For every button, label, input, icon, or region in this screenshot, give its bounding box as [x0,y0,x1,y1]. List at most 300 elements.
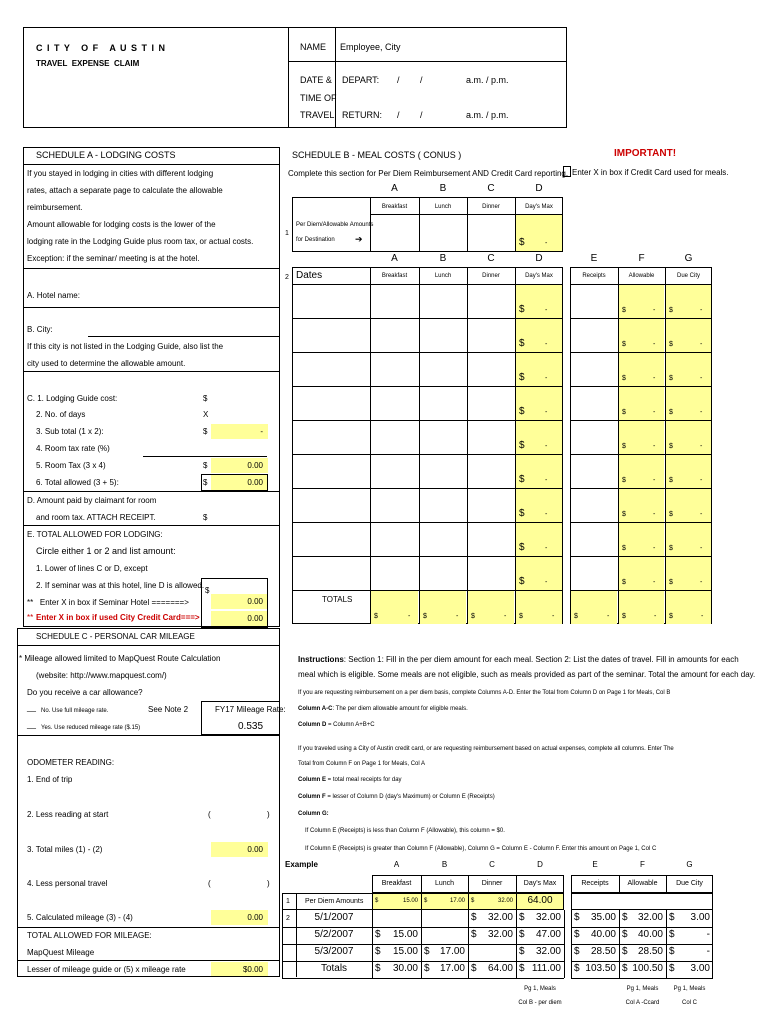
meals-calc-dollar: $ [669,579,673,586]
schedule-a-intro-1: If you stayed in lodging in cities with different lodging [27,169,214,178]
no-days-sym: X [203,410,209,419]
example-value-e: 35.00 [590,912,616,923]
instructions-col-f [298,793,495,801]
days-max-dollar: $ [519,440,525,451]
example-title: Example [285,860,318,869]
travel-label: TRAVEL [300,110,335,120]
example-row-rule-right [571,961,713,962]
totals-dollar: $ [669,613,673,620]
b2-col-g: G [684,253,693,264]
example-dollar: $ [519,929,525,940]
schedule-a-intro-6: Exception: if the seminar/ meeting is at the hotel. [27,254,200,263]
example-row-rule-right [571,927,713,928]
meals-calc-dash: - [653,579,656,586]
days-max-dash: - [545,375,548,382]
subtotal-sym: $ [203,427,208,436]
example-col-letter-5: F [640,860,645,869]
instructions-col-e [298,776,402,784]
example-col-letter-3: D [537,860,543,869]
col-f-text: = lesser of Column D (day's Maximum) or Column E (Receipts) [325,794,495,800]
example-row1-value: 17.00 [449,898,465,904]
days-max-dollar: $ [519,372,525,383]
b1-col-c: C [487,183,495,194]
time-of-label: TIME OF [300,93,337,103]
example-dollar: $ [471,912,477,923]
schedule-c-rule [17,645,280,646]
meals-calc-dash: - [653,341,656,348]
room-tax-rate-label: 4. Room tax rate (%) [36,444,110,453]
schedule-b-instruction: Complete this section for Per Diem Reimbursement AND Credit Card reporting. [288,169,569,178]
example-dollar: $ [669,946,675,957]
mileage-note-1: * Mileage allowed limited to MapQuest Route Calculation [19,654,221,663]
instructions-per-diem: If you are requesting reimbursement on a per diem basis, complete Columns A-D. Enter the Total from Column D on Page 1 for Meals, Col B [298,690,671,696]
example-value-g: 3.00 [690,963,710,974]
schedule-c-title: SCHEDULE C - PERSONAL CAR MILEAGE [36,632,195,641]
totals-dash: - [607,613,610,620]
instructions-credit-1: If you traveled using a City of Austin credit card, or are requesting reimbursement based on actual expenses, complete all columns. Enter The [298,746,674,752]
meals-calc-dollar: $ [669,307,673,314]
depart-label: DEPART: [342,75,380,85]
example-dollar: $ [574,929,580,940]
name-field[interactable]: Employee, City [340,42,401,52]
col-e-heading: Column E [298,777,326,783]
meals-calc-dollar: $ [669,545,673,552]
dates-label: Dates [296,270,323,281]
example-row1-value: 32.00 [497,898,513,904]
schedule-a-intro-2: rates, attach a separate page to calculate the allowable [27,186,223,195]
example-dollar: $ [669,929,675,940]
example-row-rule [282,927,564,928]
city-title: C I T Y O F A U S T I N [36,43,167,53]
example-row-divider [712,961,713,978]
example-row-divider [564,910,565,927]
meals-calc-dollar: $ [669,409,673,416]
meals-calc-dash: - [700,579,703,586]
totals-label: TOTALS [322,595,353,604]
b1-col-a: A [391,183,398,194]
mileage-rate-value: 0.535 [238,721,264,732]
room-tax-rate-line[interactable] [143,456,267,457]
example-row-label: Totals [320,963,348,974]
col-g-rule-2: If Column E (Receipts) is greater than Column F (Allowable), Column G = Column E - Column F. Enter this amount on Page 1, Col C [305,846,657,852]
odometer-label: ODOMETER READING: [27,758,115,767]
example-value-f: 28.50 [637,946,663,957]
example-hdr-0: Breakfast [381,880,412,887]
example-footnote-l1: Pg 1, Meals [524,986,556,992]
meals-calc-dash: - [700,477,703,484]
instructions-line-2: meal which is eligible. Some meals are not eligible, such as meals provided as part of the seminar. Total the amount for each day. [298,670,756,679]
example-footnote-l1: Pg 1, Meals [626,986,659,992]
b2-col-c: C [487,253,495,264]
credit-card-note: Enter X in box if used City Credit Card===> [36,613,200,622]
example-value-c: 32.00 [487,929,513,940]
example-hdr-6: Due City [676,880,703,887]
important-label: IMPORTANT! [614,148,677,159]
days-max-dash: - [545,341,548,348]
credit-card-meals-checkbox[interactable] [563,166,571,177]
yes-option-label: Yes. Use reduced mileage rate ($.15) [41,725,141,731]
date-label: DATE & [300,75,332,85]
example-value-c: 32.00 [487,912,513,923]
example-dollar: $ [622,912,628,923]
example-row1-dollar: $ [424,898,428,904]
no-option-label: No. Use full mileage rate. [41,708,109,714]
example-dollar: $ [424,963,430,974]
example-dollar: $ [622,929,628,940]
col-ac-heading: Column A-C [298,706,333,712]
example-dollar: $ [375,963,381,974]
example-row-divider [372,910,373,927]
less-personal-label: 4. Less personal travel [27,879,108,888]
meals-calc-dollar: $ [622,443,626,450]
instructions-text: : Section 1: Fill in the per diem amount for each meal. Section 2: List the dates of travel. Fill in amounts for each [343,655,739,664]
example-dollar: $ [669,963,675,974]
example-row1-right [571,893,713,910]
schedule-a-rule-4 [23,491,280,492]
example-left-edge [282,910,283,978]
schedule-a-intro-5: lodging rate in the Lodging Guide plus room tax, or actual costs. [27,237,254,246]
no-blank[interactable]: __ [27,703,36,712]
schedule-a-rule [23,164,280,165]
no-days-label: 2. No. of days [36,410,86,419]
b1-col-d: D [535,183,543,194]
row2-number: 2 [285,274,289,281]
city-line[interactable] [88,336,280,337]
totals-cell [371,591,418,624]
example-hdr-5: Allowable [627,880,658,887]
example-row-divider [712,927,713,944]
name-label: NAME [300,42,327,52]
schedule-c-rule-4 [17,960,280,961]
example-value-f: 32.00 [637,912,663,923]
lesser-label: Lesser of mileage guide or (5) x mileage rate [27,965,186,974]
meals-calc-dash: - [653,409,656,416]
example-dollar: $ [574,946,580,957]
less-reading-open: ( [208,810,211,819]
days-max-dollar: $ [519,576,525,587]
room-tax-value: 0.00 [247,461,263,470]
form-title: TRAVEL EXPENSE CLAIM [36,59,140,68]
see-note-2: See Note 2 [148,705,189,714]
depart-slash-2: / [420,75,423,85]
return-slash-1: / [397,110,400,120]
room-tax-sym: $ [203,461,208,470]
car-allowance-question: Do you receive a car allowance? [27,688,143,697]
meals-calc-dollar: $ [622,579,626,586]
days-max-dollar: $ [519,542,525,553]
example-dollar: $ [574,912,580,923]
city-note-2: city used to determine the allowable amount. [27,359,186,368]
totals-dollar: $ [622,613,626,620]
meals-calc-dash: - [700,409,703,416]
amount-paid-sym: $ [203,513,208,522]
meals-calc-dash: - [653,375,656,382]
totals-dash: - [654,613,657,620]
meals-calc-dash: - [700,341,703,348]
example-row-divider [468,944,469,961]
end-of-trip-label: 1. End of trip [27,775,73,784]
days-max-dollar: $ [519,508,525,519]
example-row1-max: 64.00 [527,895,553,906]
meals-calc-dash: - [653,545,656,552]
return-ampm[interactable]: a.m. / p.m. [466,110,509,120]
credit-card-meals-note: Enter X in box if Credit Card used for meals. [572,168,729,177]
totals-dash: - [552,613,555,620]
b1-col-b: B [439,183,447,194]
example-row-rule [282,978,564,979]
totals-dollar: $ [471,613,475,620]
days-max-dash: - [545,545,548,552]
example-dollar: $ [471,929,477,940]
example-value-e: 40.00 [590,929,616,940]
b2-col-b: B [439,253,447,264]
lesser-value: $0.00 [242,965,263,974]
lodging-guide-cost-sym: $ [203,394,208,403]
example-dollar: $ [519,963,525,974]
example-value-g: - [706,929,710,940]
yes-blank[interactable]: __ [27,720,36,729]
calc-mileage-value: 0.00 [247,913,263,922]
city-label: B. City: [27,325,53,334]
example-value-d: 47.00 [535,929,561,940]
example-row-divider [421,927,422,944]
example-row1-num: 1 [286,898,290,905]
example-hdr-1: Lunch [434,880,455,887]
totals-dollar: $ [423,613,427,620]
example-row-divider [564,944,565,961]
totals-dash: - [408,613,411,620]
meals-calc-dollar: $ [622,341,626,348]
col-f-heading: Column F [298,794,326,800]
col-d-heading: Column D [298,722,327,728]
example-row-label: 5/3/2007 [314,946,354,957]
totals-dash: - [701,613,704,620]
schedule-a-title: SCHEDULE A - LODGING COSTS [36,150,176,160]
meals-calc-dollar: $ [622,477,626,484]
example-value-g: - [706,946,710,957]
example-footnote-l1: Pg 1, Meals [673,986,706,992]
per-diem-label-1: Per Diem/Allowable Amounts [296,222,374,228]
b1-hdr-daysmax: Day's Max [525,204,553,210]
example-dollar: $ [574,963,580,974]
meals-calc-dash: - [653,307,656,314]
return-label: RETURN: [342,110,382,120]
less-personal-open: ( [208,879,211,888]
col-g-rule-1: If Column E (Receipts) is less than Column F (Allowable), this column = $0. [305,828,505,834]
example-value-c: 64.00 [487,963,513,974]
col-ac-text: : The per diem allowable amount for eligible meals. [332,706,468,712]
days-max-dash: - [545,307,548,314]
example-row2-num: 2 [286,915,290,922]
example-footnote-l2: Col A -Ccard [625,1000,660,1006]
per-diem-max-dollar: $ [519,237,525,248]
days-max-dash: - [545,579,548,586]
days-max-dash: - [545,511,548,518]
schedule-a-rule-3 [23,371,280,372]
schedule-a-intro-3: reimbursement. [27,203,83,212]
total-lodging-label: E. TOTAL ALLOWED FOR LODGING: [27,530,163,539]
per-diem-arrow: ➔ [355,234,363,244]
totals-dash: - [504,613,507,620]
example-value-a: 15.00 [392,946,418,957]
meals-calc-dash: - [653,443,656,450]
depart-ampm[interactable]: a.m. / p.m. [466,75,509,85]
example-row-rule [282,961,564,962]
example-dollar: $ [471,963,477,974]
example-value-d: 32.00 [535,912,561,923]
example-value-f: 40.00 [637,929,663,940]
meals-col-divider-2 [467,267,468,624]
instructions-col-ac [298,705,468,713]
meals-col-divider-1 [419,267,420,624]
example-dollar: $ [375,929,381,940]
meals-calc-dollar: $ [622,511,626,518]
credit-value: 0.00 [247,614,263,623]
schedule-c-rule-2 [17,735,280,736]
example-dollar: $ [424,946,430,957]
example-row-rule-right [571,944,713,945]
example-row-divider [564,961,565,978]
b2-col-e: E [590,253,598,264]
example-dollar: $ [375,946,381,957]
total-mileage-label: TOTAL ALLOWED FOR MILEAGE: [27,931,152,940]
credit-card-stars: ** [27,613,34,622]
example-dollar: $ [519,946,525,957]
mapquest-label: MapQuest Mileage [27,948,95,957]
days-max-dash: - [545,443,548,450]
example-value-f: 100.50 [632,963,663,974]
schedule-c-rule-3 [17,927,280,928]
example-hdr-3: Day's Max [523,880,557,887]
meals-calc-dash: - [700,443,703,450]
meals-hdr-5: Allowable [628,273,655,279]
example-row-divider [712,910,713,927]
b2-col-a: A [391,253,398,264]
meals-calc-dollar: $ [622,307,626,314]
totals-dash: - [456,613,459,620]
meals-calc-dash: - [653,511,656,518]
example-row1-dollar: $ [471,898,475,904]
schedule-a-rule-2 [23,268,280,269]
example-value-b: 17.00 [439,963,465,974]
example-row-label: 5/2/2007 [314,929,354,940]
meals-hdr-3: Day's Max [525,273,553,279]
example-row1-label: Per Diem Amounts [305,898,364,905]
example-dollar: $ [669,912,675,923]
hotel-name-line[interactable] [23,307,280,308]
meals-calc-dollar: $ [669,443,673,450]
meals-calc-dash: - [700,307,703,314]
example-col-letter-2: C [489,860,495,869]
less-personal-close: ) [267,879,270,888]
meals-hdr-2: Dinner [482,273,500,279]
total-miles-label: 3. Total miles (1) - (2) [27,845,103,854]
b1-hdr-dinner: Dinner [482,204,500,210]
meals-calc-dollar: $ [622,409,626,416]
example-value-e: 28.50 [590,946,616,957]
example-col-letter-6: G [686,860,693,869]
days-max-dash: - [545,409,548,416]
example-row-divider [421,910,422,927]
days-max-dollar: $ [519,338,525,349]
return-slash-2: / [420,110,423,120]
b1-hdr-lunch: Lunch [434,204,452,210]
instructions-credit-2: Total from Column F on Page 1 for Meals, Col A [298,761,426,767]
example-value-d: 111.00 [531,963,561,974]
meals-hdr-4: Receipts [582,273,606,279]
example-footnote-l2: Col C [681,1000,697,1006]
meals-calc-dash: - [700,375,703,382]
meals-calc-dash: - [653,477,656,484]
header-divider [335,27,336,128]
lodging-guide-cost-label: C. 1. Lodging Guide cost: [27,394,118,403]
total-allowed-label: 6. Total allowed (3 + 5): [36,478,119,487]
city-note-1: If this city is not listed in the Lodging Guide, also list the [27,342,224,351]
per-diem-label-2: for Destination [296,237,335,243]
calc-mileage-label: 5. Calculated mileage (3) - (4) [27,913,133,922]
example-row-divider [564,927,565,944]
example-row-divider [712,944,713,961]
amount-paid-label-1: D. Amount paid by claimant for room [27,496,157,505]
meals-calc-dollar: $ [622,545,626,552]
example-footnote-l2: Col B - per diem [518,1000,562,1006]
fy17-mileage-label: FY17 Mileage Rate: [215,705,286,714]
days-max-dollar: $ [519,304,525,315]
b1-hdr-breakfast: Breakfast [381,204,408,210]
b2-col-f: F [638,253,645,264]
row1-number: 1 [285,230,289,237]
example-dollar: $ [622,946,628,957]
subtotal-label: 3. Sub total (1 x 2): [36,427,104,436]
per-diem-max-dash: - [545,240,548,247]
meals-calc-dollar: $ [669,375,673,382]
room-tax-label: 5. Room Tax (3 x 4) [36,461,106,470]
totals-dollar: $ [574,613,578,620]
meals-calc-dollar: $ [669,341,673,348]
less-reading-label: 2. Less reading at start [27,810,109,819]
instructions-line-1 [298,655,739,665]
example-value-a: 15.00 [392,929,418,940]
hotel-name-label: A. Hotel name: [27,291,80,300]
instructions-heading: Instructions [298,655,344,664]
example-dollar: $ [622,963,628,974]
example-row-label: 5/1/2007 [314,912,354,923]
example-value-g: 3.00 [690,912,710,923]
example-row-rule-right [571,978,713,979]
days-max-dollar: $ [519,406,525,417]
schedule-a-rule-5 [23,525,280,526]
meals-calc-dollar: $ [669,477,673,484]
example-col-letter-0: A [393,860,400,869]
depart-slash-1: / [397,75,400,85]
instructions-col-d [298,721,375,729]
col-e-text: = total meal receipts for day [326,777,402,783]
schedule-a-intro-4: Amount allowable for lodging costs is the lower of the [27,220,216,229]
seminar-at-hotel: 2. If seminar was at this hotel, line D is allowed. [36,581,205,590]
total-allowed-value: 0.00 [247,478,263,487]
days-max-dash: - [545,477,548,484]
meals-calc-dollar: $ [669,511,673,518]
example-row-rule [282,944,564,945]
seminar-hotel-note: ** Enter X in box if Seminar Hotel =======> [27,598,189,607]
example-value-d: 32.00 [535,946,561,957]
schedule-b-title: SCHEDULE B - MEAL COSTS ( CONUS ) [292,150,462,160]
total-miles-value: 0.00 [247,845,263,854]
example-row1-value: 15.00 [402,898,418,904]
amount-paid-label-2: and room tax. ATTACH RECEIPT. [36,513,156,522]
b2-col-d: D [535,253,543,264]
totals-dollar: $ [519,613,523,620]
